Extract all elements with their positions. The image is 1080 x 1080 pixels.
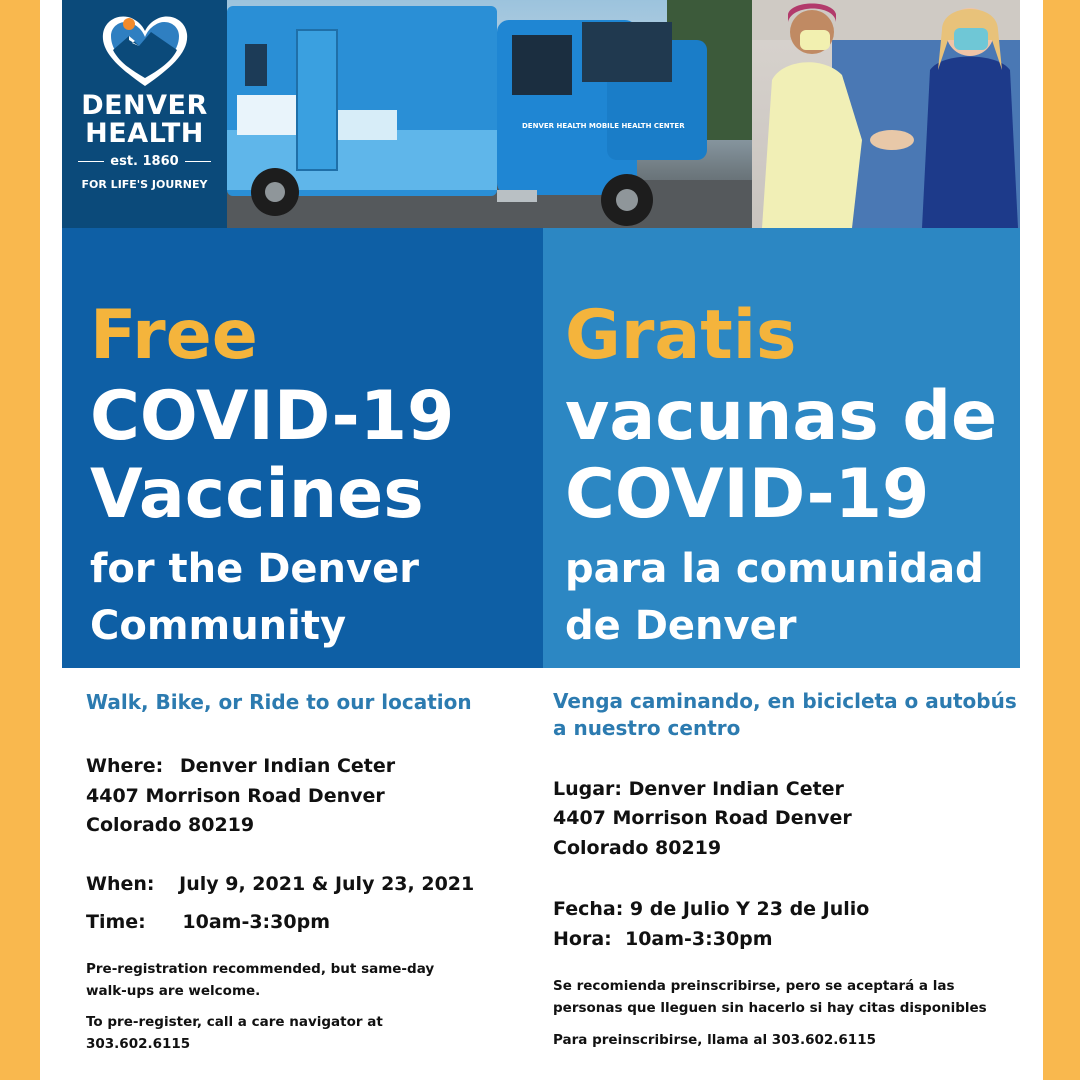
title-vaccines: Vaccines [90,455,424,534]
english-title-panel [62,228,543,668]
flyer [40,0,1043,1080]
logo-name-line1: DENVER [81,90,208,121]
heart-mountain-icon [99,10,191,90]
spanish-register-phone: Para preinscribirse, llama al 303.602.6115 [553,1032,876,1048]
spanish-date: Fecha: 9 de Julio Y 23 de Julio [553,898,870,920]
english-heading: Walk, Bike, or Ride to our location [86,690,472,714]
logo-established: est. 1860 [62,154,227,169]
spanish-address-line1: 4407 Morrison Road Denver [553,807,852,829]
spanish-heading-line1: Venga caminando, en bicicleta o autobús [553,689,1017,713]
where-label: Where: [86,755,164,777]
logo-name-line2: HEALTH [85,118,204,149]
title-covid: COVID-19 [90,377,455,456]
logo-name [62,92,227,148]
truck-door-text: DENVER HEALTH MOBILE HEALTH CENTER [522,122,685,130]
spanish-heading-line2: a nuestro centro [553,716,741,740]
where-value: Denver Indian Ceter [179,755,396,777]
title-para-comunidad: para la comunidad [565,546,984,592]
title-gratis: Gratis [565,296,797,375]
english-when [86,870,474,900]
english-address-line1: 4407 Morrison Road Denver [86,785,385,807]
spanish-title-panel [543,228,1020,668]
time-value: 10am-3:30pm [182,911,330,933]
english-where [86,752,395,782]
vaccination-nurse-photo [752,0,1020,228]
time-label: Time: [86,911,146,933]
spanish-address-line2: Colorado 80219 [553,837,722,859]
english-address-line2: Colorado 80219 [86,814,255,836]
title-free: Free [90,296,258,375]
spanish-preregistration-note: Se recomienda preinscribirse, pero se aceptará a las personas que lleguen sin hacerlo si hay citas disponibles [553,978,987,1016]
title-community: Community [90,603,347,649]
title-de-denver: de Denver [565,603,797,649]
title-covid-es: COVID-19 [565,455,930,534]
when-value: July 9, 2021 & July 23, 2021 [179,873,475,895]
nurse-patient-illustration [752,0,1020,228]
spanish-time: Hora: 10am-3:30pm [553,928,773,950]
truck-illustration [227,0,752,228]
english-register-phone: To pre-register, call a care navigator at 303.602.6115 [86,1014,383,1052]
english-preregistration-note: Pre-registration recommended, but same-day walk-ups are welcome. [86,961,435,999]
denver-health-logo [62,0,227,228]
english-time [86,908,330,938]
logo-tagline: FOR LIFE'S JOURNEY [81,178,208,191]
mobile-health-truck-photo [227,0,752,228]
title-for-denver: for the Denver [90,546,419,592]
when-label: When: [86,873,155,895]
spanish-where: Lugar: Denver Indian Ceter [553,778,844,800]
title-vacunas: vacunas de [565,377,998,456]
